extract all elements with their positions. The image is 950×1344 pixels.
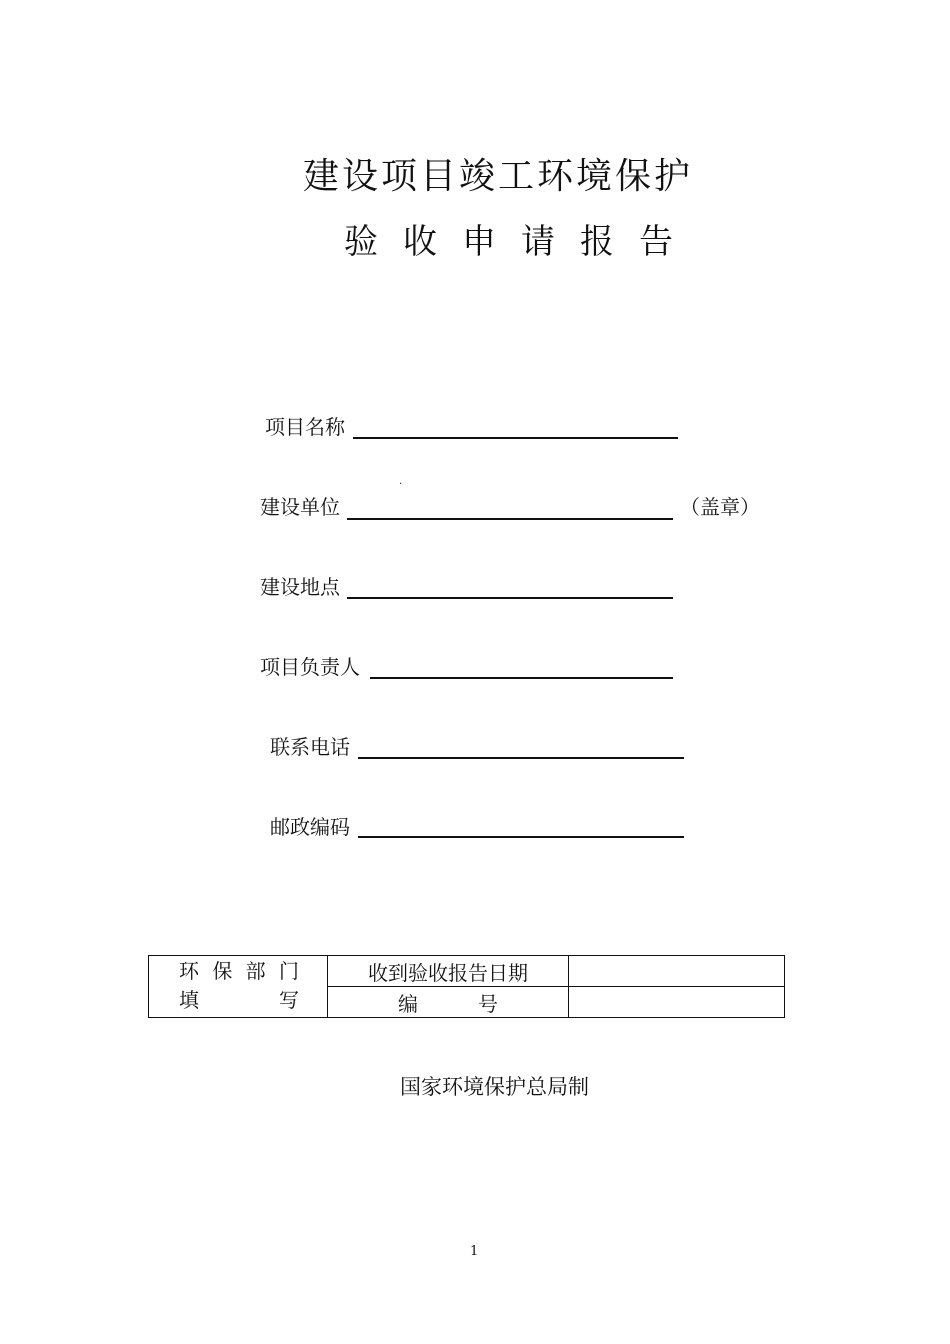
construction-unit-label: 建设单位 — [260, 495, 340, 519]
construction-unit-input-line[interactable] — [347, 518, 673, 520]
construction-unit-field — [260, 491, 675, 521]
postal-code-input-line[interactable] — [358, 836, 684, 838]
stamp-note: （盖章） — [680, 495, 760, 519]
location-label: 建设地点 — [260, 575, 340, 599]
env-dept-table — [148, 955, 785, 1018]
stray-mark: . — [399, 476, 403, 487]
postal-code-label: 邮政编码 — [270, 815, 350, 839]
issuer-footer: 国家环境保护总局制 — [400, 1075, 589, 1099]
number-label-char-2: 号 — [478, 991, 498, 1016]
project-lead-field — [260, 651, 675, 681]
title-line-1: 建设项目竣工环境保护 — [303, 156, 694, 197]
dept-line-1: 环 保 部 门 — [179, 958, 299, 983]
location-field — [260, 571, 675, 601]
project-lead-input-line[interactable] — [370, 677, 673, 679]
title-line-2: 验收申请报告 — [344, 222, 698, 262]
postal-code-field — [270, 811, 685, 841]
project-name-label: 项目名称 — [265, 415, 345, 439]
number-value[interactable] — [569, 987, 785, 1018]
phone-field — [270, 731, 685, 761]
project-name-field — [265, 411, 680, 441]
number-label-cell — [328, 987, 569, 1018]
page-number: 1 — [470, 1244, 479, 1259]
dept-line-2: 填 写 — [179, 987, 299, 1012]
location-input-line[interactable] — [347, 597, 673, 599]
received-date-label: 收到验收报告日期 — [328, 956, 569, 987]
received-date-value[interactable] — [569, 956, 785, 987]
phone-label: 联系电话 — [270, 735, 350, 759]
env-dept-cell — [149, 956, 328, 1018]
project-name-input-line[interactable] — [353, 437, 678, 439]
project-lead-label: 项目负责人 — [260, 655, 360, 679]
number-label-char-1: 编 — [398, 991, 418, 1016]
phone-input-line[interactable] — [358, 757, 684, 759]
